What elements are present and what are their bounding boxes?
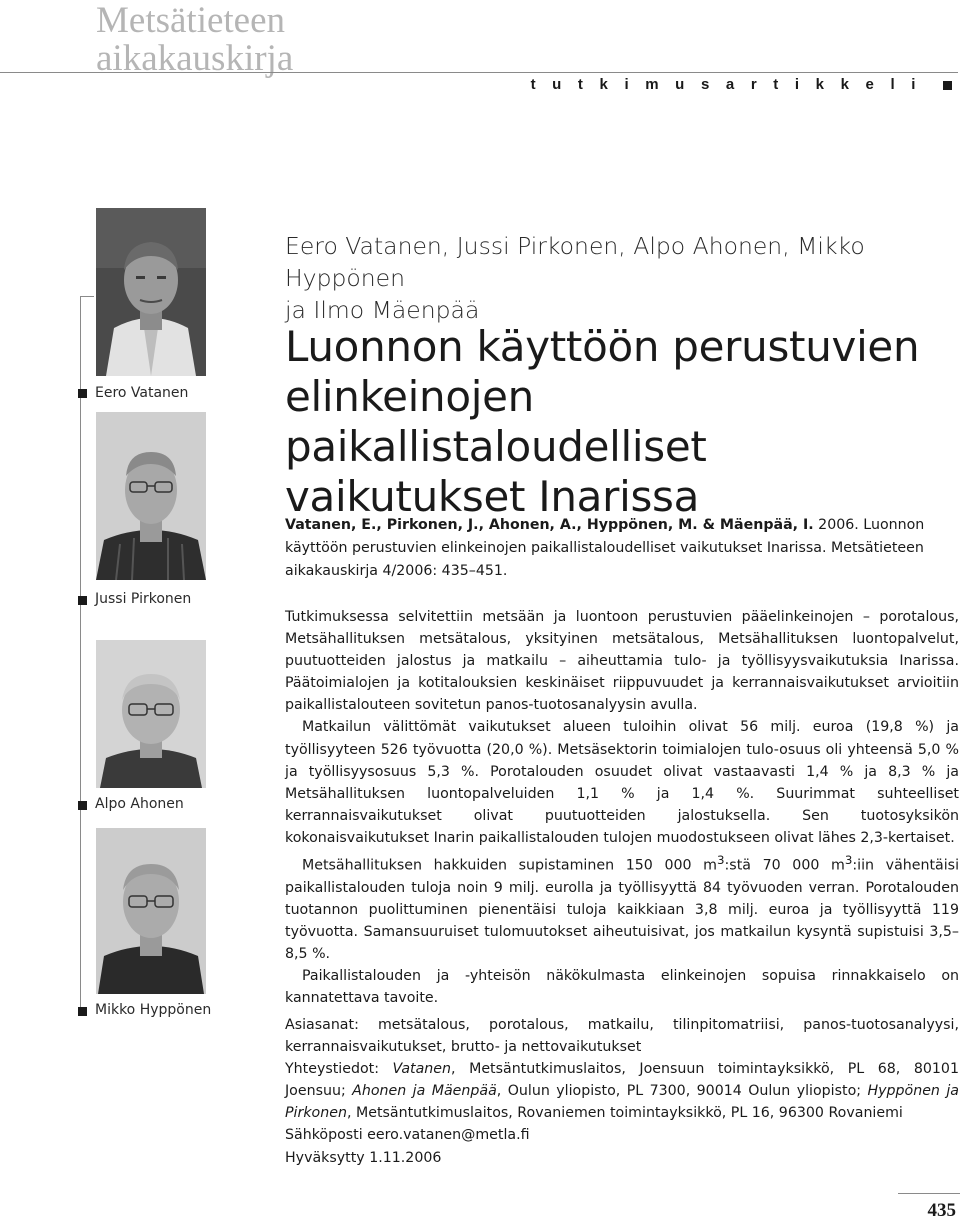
- superscript-3: 3: [844, 853, 853, 868]
- contact-name-2: Ahonen ja Mäenpää: [352, 1083, 497, 1100]
- abstract-paragraph-4: Paikallistalouden ja -yhteisön näkökulmasta elinkeinojen sopuisa rinnakkaiselo on kannatettava tavoite.: [285, 968, 959, 1007]
- abstract-p3-part-a: Metsähallituksen hakkuiden supistaminen 150 000 m: [302, 857, 717, 874]
- citation: [285, 514, 959, 583]
- authors-line-2: ja Ilmo Mäenpää: [285, 296, 480, 324]
- author-marker-square: [78, 1007, 87, 1016]
- author-photo-alpo-ahonen: [96, 640, 206, 788]
- author-marker-square: [78, 596, 87, 605]
- article-authors: [285, 230, 955, 326]
- keywords: Asiasanat: metsätalous, porotalous, matkailu, tilinpitomatriisi, panos-tuotosanalyysi, kerrannaisvaikutukset, brutto- ja nettovaikutukset: [285, 1017, 959, 1056]
- page-number-rule: [898, 1193, 960, 1194]
- contact-name-3: Hyppönen ja Pirkonen: [285, 1083, 959, 1122]
- author-column-rule: [80, 296, 81, 1013]
- author-marker-square: [78, 389, 87, 398]
- journal-name: [96, 2, 316, 78]
- author-photo-mikko-hypponen: [96, 828, 206, 994]
- journal-name-line2: aikakauskirja: [96, 38, 294, 79]
- section-marker-square: [943, 81, 952, 90]
- contact-text-1: , Metsäntutkimuslaitos, Joensuun toimintayksikkö, PL 68, 80101 Joensuu;: [285, 1061, 959, 1100]
- title-line-2: elinkeinojen paikallistaloudelliset: [285, 372, 707, 471]
- contact-name-1: Vatanen: [392, 1061, 452, 1078]
- abstract-paragraph-2: Matkailun välittömät vaikutukset alueen tuloihin olivat 56 milj. euroa (19,8 %) ja työllisyyteen 526 työvuotta (20,0 %). Metsäsektorin toimialojen tulo-osuus oli yhteensä 5,0 % ja työllisyysosuus 5,3 %. Porotalouden osuudet olivat vastaavasti 1,4 % ja 8,3 % ja Metsähallituksen luontopalveluiden 1,1 % ja 1,4 %. Suurimmat suhteelliset kerrannaisvaikutukset olivat puutuotteiden jalostuksella. Sen tuotosyksikön kokonaisvaikutukset Inarin paikallistalouden tulojen muodostukseen olivat lähes 2,3-kertaiset.: [285, 719, 959, 846]
- article-metadata: [285, 1014, 959, 1169]
- contact-text-3: , Metsäntutkimuslaitos, Rovaniemen toimintayksikkö, PL 16, 96300 Rovaniemi: [346, 1105, 903, 1122]
- citation-details: 2006. Luonnon käyttöön perustuvien elinkeinojen paikallistaloudelliset vaikutukset Inarissa. Metsätieteen aikakauskirja 4/2006: 435–451.: [285, 517, 925, 579]
- author-label-alpo-ahonen: Alpo Ahonen: [95, 796, 184, 812]
- abstract-paragraph-3: [285, 849, 959, 965]
- citation-authors: Vatanen, E., Pirkonen, J., Ahonen, A., Hyppönen, M. & Mäenpää, I.: [285, 517, 814, 533]
- abstract-p3-part-b: :stä 70 000 m: [724, 857, 845, 874]
- author-column-rule-top: [80, 296, 94, 297]
- accepted-date: Hyväksytty 1.11.2006: [285, 1149, 442, 1166]
- contact-label: Yhteystiedot:: [285, 1061, 393, 1078]
- contact-text-2: , Oulun yliopisto, PL 7300, 90014 Oulun yliopisto;: [496, 1083, 868, 1100]
- abstract-p3-part-c: :iin vähentäisi paikallistalouden tuloja noin 9 milj. eurolla ja työllisyyttä 84 työvuoden verran. Porotalouden tuotannon puolittuminen pienentäisi tuloja kaikkiaan 3,8 milj. euroa ja työllisyyttä 119 työvuotta. Samansuuruiset tulomuutokset aiheutuisivat, jos matkailun kysyntä supistuisi 3,5–8,5 %.: [285, 857, 960, 963]
- journal-name-line1: Metsätieteen: [96, 0, 286, 41]
- author-label-eero-vatanen: Eero Vatanen: [95, 385, 189, 401]
- author-marker-square: [78, 801, 87, 810]
- author-photo-jussi-pirkonen: [96, 412, 206, 580]
- superscript-3: 3: [717, 853, 725, 868]
- article-title: [285, 322, 955, 522]
- author-label-mikko-hypponen: Mikko Hyppönen: [95, 1002, 212, 1018]
- title-line-1: Luonnon käyttöön perustuvien: [285, 322, 920, 371]
- header-rule: [0, 72, 958, 73]
- title-line-3: vaikutukset Inarissa: [285, 472, 700, 521]
- abstract-paragraph-1: Tutkimuksessa selvitettiin metsään ja luontoon perustuvien pääelinkeinojen – porotalous, Metsähallituksen metsätalous, yksityinen metsätalous, Metsähallituksen luontopalvelut, puutuotteiden jalostus ja matkailu – aiheuttamia tulo- ja työllisyysvaikutuksia Inarissa. Päätoimialojen ja kotitalouksien keskinäiset riippuvuudet ja kerrannaisvaikutukset arvioitiin paikallistalouteen sovitetun panos-tuotosanalyysin avulla.: [285, 609, 959, 714]
- abstract: [285, 606, 959, 1009]
- contact-info: [285, 1058, 959, 1124]
- authors-line-1: Eero Vatanen, Jussi Pirkonen, Alpo Ahonen, Mikko Hyppönen: [285, 232, 865, 292]
- author-photo-eero-vatanen: [96, 208, 206, 376]
- page-number: 435: [927, 1200, 956, 1221]
- author-label-jussi-pirkonen: Jussi Pirkonen: [95, 591, 192, 607]
- email: Sähköposti eero.vatanen@metla.fi: [285, 1127, 530, 1144]
- section-label: tutkimusartikkeli: [530, 76, 932, 93]
